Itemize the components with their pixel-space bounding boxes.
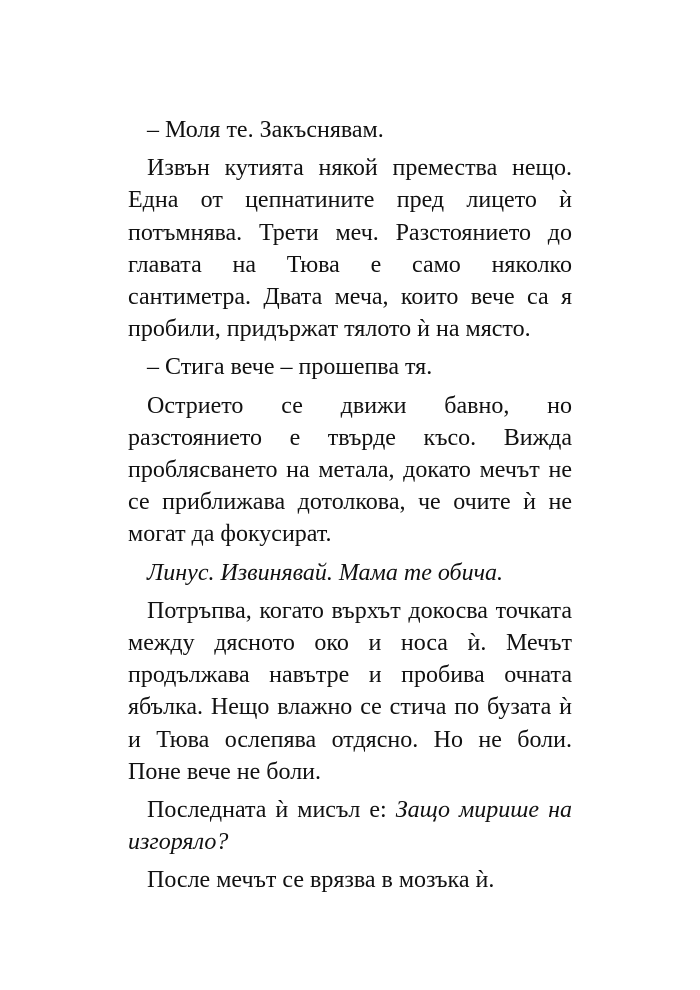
paragraph-4: Острието се движи бавно, но разстоянието е твърде късо. Вижда проблясването на метала, докато мечът не се приближава дотолкова, че очите ѝ не могат да фокусират.	[128, 392, 572, 548]
text-body	[128, 114, 572, 897]
paragraph-2: Извън кутията някой премества нещо. Една от цепнатините пред лицето ѝ потъмнява. Трети меч. Разстоянието до главата на Тюва е само няколко сантиметра. Двата меча, които вече са я пробили, придържат тялото ѝ на място.	[128, 155, 572, 343]
paragraph-1: – Моля те. Закъснявам.	[147, 117, 384, 143]
paragraph-8: После мечът се врязва в мозъка ѝ.	[147, 867, 495, 894]
paragraph-7-text: Последната ѝ мисъл е:	[147, 797, 396, 824]
paragraph-3: – Стига вече – прошепва тя.	[147, 354, 433, 381]
paragraph-7	[128, 794, 572, 858]
paragraph-5-italic-thought: Линус. Извинявай. Мама те обича.	[147, 559, 504, 586]
paragraph-7-italic-thought: Защо мирише на изгоряло?	[128, 797, 572, 856]
paragraph-6: Потръпва, когато върхът докосва точката между дясното око и носа ѝ. Мечът продължава навътре и пробива очната ябълка. Нещо влажно се стича по бузата ѝ и Тюва ослепява отдясно. Но не боли. Поне вече не боли.	[128, 597, 572, 785]
